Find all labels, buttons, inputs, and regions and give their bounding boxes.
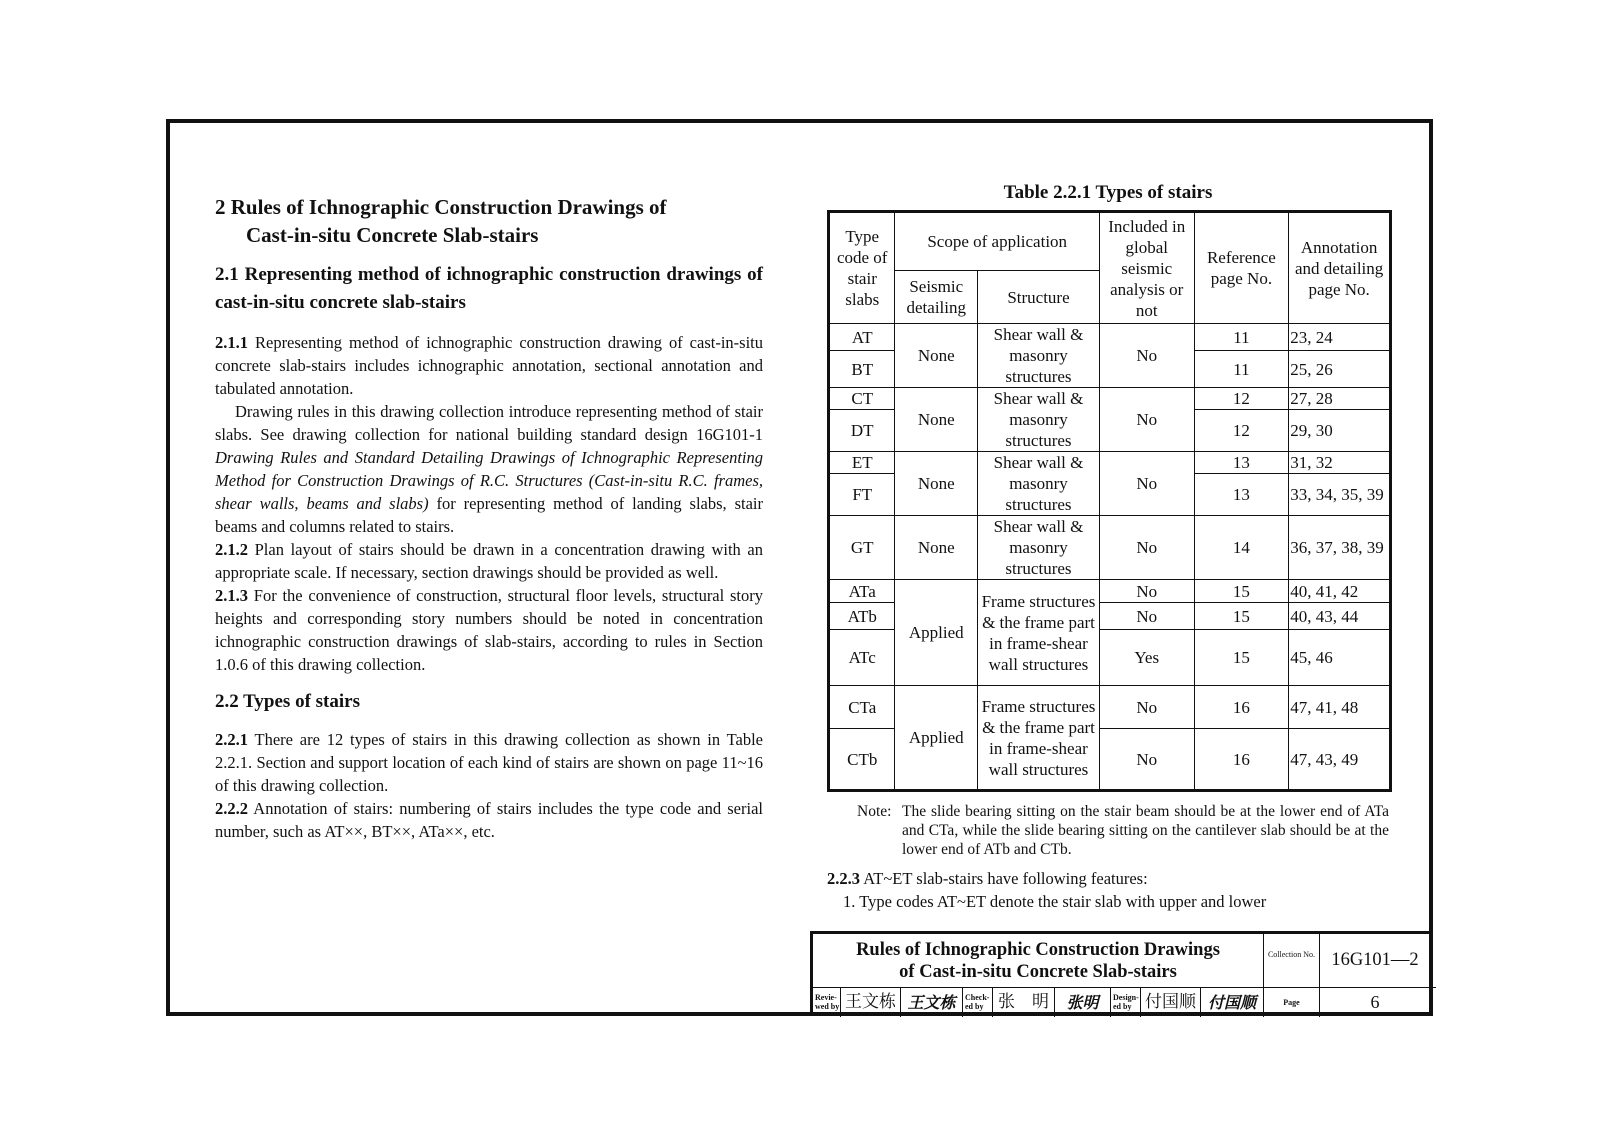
table-row: ET None Shear wall & masonry structures No 13 31, 32	[829, 452, 1391, 474]
main-heading	[215, 193, 763, 249]
table-row: AT None Shear wall & masonry structures No 11 23, 24	[829, 324, 1391, 351]
header-structure: Structure	[978, 271, 1100, 324]
para-2-1-2: 2.1.2 Plan layout of stairs should be drawn in a concentration drawing with an appropriate scale. If necessary, section drawings should be provided as well.	[215, 540, 763, 582]
table-row: ATb No 15 40, 43, 44	[829, 603, 1391, 630]
table-row: CT None Shear wall & masonry structures No 12 27, 28	[829, 388, 1391, 410]
right-column	[827, 182, 1389, 913]
page-label: Page	[1264, 988, 1320, 1017]
para-2-2-2: 2.2.2 Annotation of stairs: numbering of stairs includes the type code and serial number, such as AT××, BT××, ATa××, etc.	[215, 799, 763, 841]
main-heading-line1: 2 Rules of Ichnographic Construction Drawings of	[215, 195, 667, 219]
left-column	[215, 193, 763, 843]
page-number: 6	[1370, 992, 1380, 1012]
list-item: 1. Type codes AT~ET denote the stair slab with upper and lower	[843, 892, 1267, 911]
table-row: CTb No 16 47, 43, 49	[829, 729, 1391, 791]
signature-row	[813, 987, 1436, 1017]
header-type-code: Type code of stair slabs	[829, 212, 895, 324]
table-row: FT 13 33, 34, 35, 39	[829, 474, 1391, 516]
para-drawing-rules: Drawing rules in this drawing collection introduce representing method of stair slabs. See drawing collection for national building standard design 16G101-1 Drawing Rules and Standard Detailing Drawings of Ichnographic Representing Method for Construction Drawings of R.C. Structures (Cast-in-situ R.C. frames, shear walls, beams and slabs) for representing method of landing slabs, stair beams and columns related to stairs.	[215, 402, 763, 536]
main-heading-line2: Cast-in-situ Concrete Slab-stairs	[246, 223, 539, 247]
heading-2-1: 2.1 Representing method of ichnographic construction drawings of cast-in-situ concrete slab-stairs	[215, 264, 763, 313]
designed-label: Design-ed by	[1111, 988, 1141, 1017]
stair-types-table	[827, 210, 1392, 792]
collection-number: 16G101—2	[1331, 950, 1419, 970]
header-scope: Scope of application	[895, 212, 1099, 271]
table-note: Note: The slide bearing sitting on the stair beam should be at the lower end of ATa and CTa, while the slide bearing sitting on the cantilever slab should be at the lower end of ATb and CTb.	[857, 803, 1389, 858]
checked-name: 张 明	[993, 988, 1055, 1017]
table-row: GT None Shear wall & masonry structures No 14 36, 37, 38, 39	[829, 516, 1391, 580]
title-block-title: Rules of Ichnographic Construction Drawings of Cast-in-situ Concrete Slab-stairs	[813, 934, 1264, 987]
table-row: ATa Applied Frame structures & the frame part in frame-shear wall structures No 15 40, 41, 42	[829, 580, 1391, 603]
reviewed-name: 王文栋	[841, 988, 901, 1017]
table-row: DT 12 29, 30	[829, 410, 1391, 452]
table-row: CTa Applied Frame structures & the frame part in frame-shear wall structures No 16 47, 41, 48	[829, 686, 1391, 729]
para-2-1-3: 2.1.3 For the convenience of construction, structural floor levels, structural story heights and corresponding story numbers should be noted in concentration ichnographic construction drawings of slab-stairs, according to rules in Section 1.0.6 of this drawing collection.	[215, 586, 763, 674]
table-row: BT 11 25, 26	[829, 351, 1391, 388]
checked-label: Check-ed by	[963, 988, 993, 1017]
header-reference: Reference page No.	[1194, 212, 1289, 324]
designer-signature: 付国顺	[1201, 988, 1264, 1017]
header-global: Included in global seismic analysis or not	[1099, 212, 1194, 324]
reviewed-label: Revie-wed by	[813, 988, 841, 1017]
table-row: ATc Yes 15 45, 46	[829, 630, 1391, 686]
title-block	[810, 931, 1433, 1016]
heading-2-2: 2.2 Types of stairs	[215, 691, 360, 712]
header-annotation: Annotation and detailing page No.	[1289, 212, 1391, 324]
table-caption: Table 2.2.1 Types of stairs	[1003, 182, 1213, 203]
checker-signature: 张明	[1055, 988, 1111, 1017]
para-2-2-3: 2.2.3 AT~ET slab-stairs have following features: 1. Type codes AT~ET denote the stair slab with upper and lower	[827, 867, 1389, 913]
designed-name: 付国顺	[1141, 988, 1201, 1017]
reviewer-signature: 王文栋	[901, 988, 963, 1017]
para-2-1-1: 2.1.1 Representing method of ichnographic construction drawing of cast-in-situ concrete slab-stairs includes ichnographic annotation, sectional annotation and tabulated annotation.	[215, 333, 763, 398]
standard-title: Drawing Rules and Standard Detailing Drawings of Ichnographic Representing Method for Construction Drawings of R.C. Structures (Cast-in-situ R.C. frames, shear walls, beams and slabs)	[215, 448, 763, 513]
collection-label: Collection No.	[1264, 934, 1320, 987]
header-seismic: Seismic detailing	[895, 271, 978, 324]
para-2-2-1: 2.2.1 There are 12 types of stairs in this drawing collection as shown in Table 2.2.1. Section and support location of each kind of stairs are shown on page 11~16 of this drawing collection.	[215, 730, 763, 795]
